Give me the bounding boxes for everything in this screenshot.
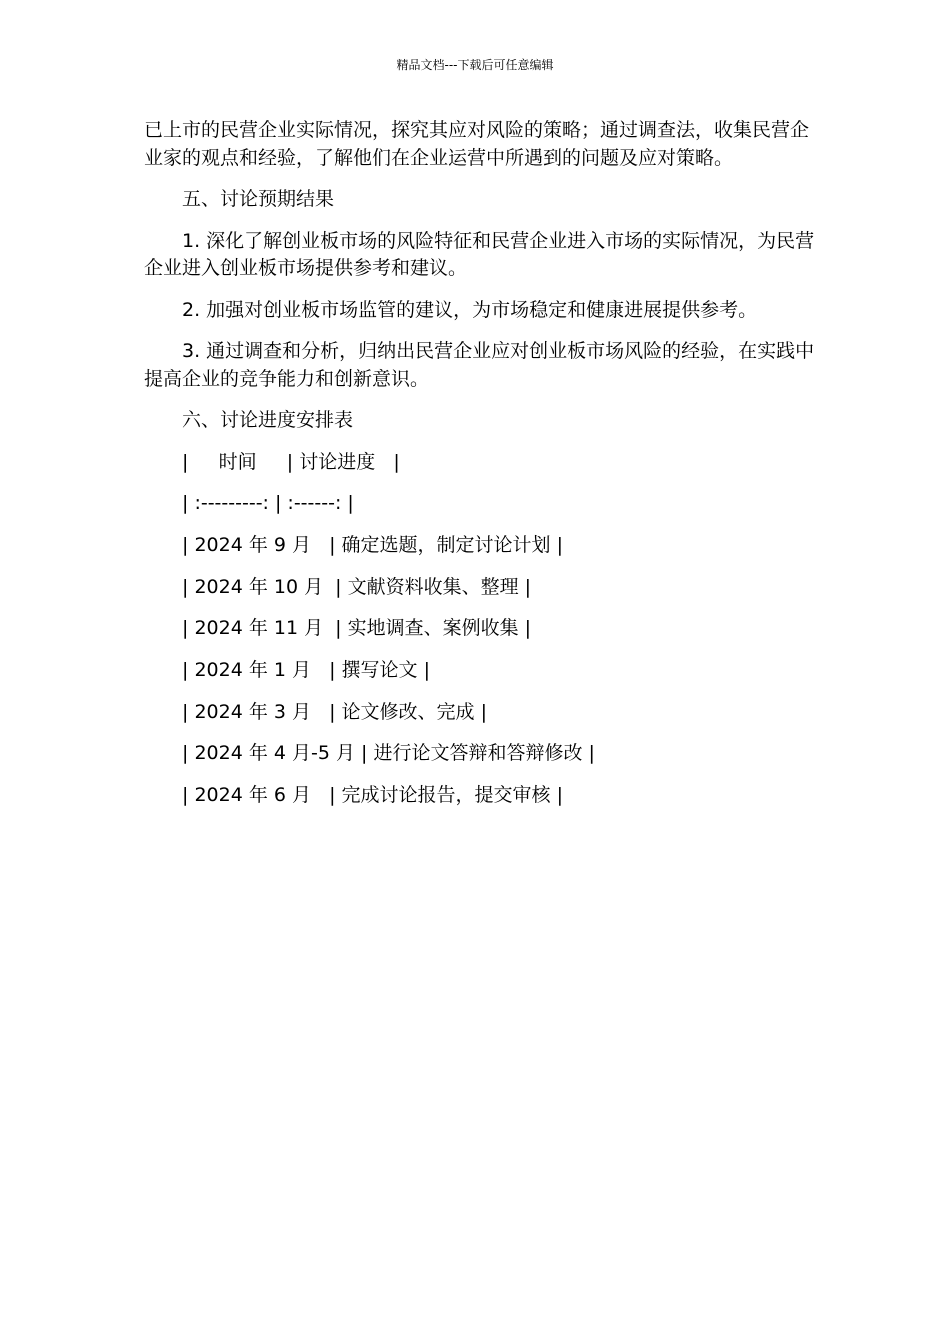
- table-row: | 2024 年 6 月 | 完成讨论报告，提交审核 |: [182, 784, 564, 806]
- document-body: [144, 117, 824, 824]
- table-row: | 2024 年 3 月 | 论文修改、完成 |: [182, 700, 488, 723]
- result-item-2: 2. 加强对创业板市场监管的建议，为市场稳定和健康进展提供参考。: [182, 298, 758, 321]
- table-row: | 2024 年 1 月 | 撰写论文 |: [182, 658, 431, 681]
- page-header: 精品文档---下载后可任意编辑: [396, 58, 554, 72]
- result-item-3: 3. 通过调查和分析，归纳出民营企业应对创业板市场风险的经验，在实践中提高企业的竞争能力和创新意识。: [144, 340, 815, 390]
- table-row: | 2024 年 9 月 | 确定选题，制定讨论计划 |: [182, 533, 564, 556]
- intro-paragraph: 已上市的民营企业实际情况，探究其应对风险的策略；通过调查法，收集民营企业家的观点和经验，了解他们在企业运营中所遇到的问题及应对策略。: [144, 119, 810, 169]
- table-separator-row: | :---------: | :------: |: [182, 492, 354, 515]
- result-item-1: 1. 深化了解创业板市场的风险特征和民营企业进入市场的实际情况，为民营企业进入创业板市场提供参考和建议。: [144, 229, 815, 279]
- section-6-heading: 六、讨论进度安排表: [182, 409, 354, 431]
- section-5-heading: 五、讨论预期结果: [182, 188, 335, 210]
- table-row: | 2024 年 10 月 | 文献资料收集、整理 |: [182, 575, 532, 598]
- table-header-row: | 时间 | 讨论进度 |: [182, 450, 400, 473]
- schedule-table: [144, 449, 824, 824]
- table-row: | 2024 年 11 月 | 实地调查、案例收集 |: [182, 617, 532, 640]
- table-row: | 2024 年 4 月-5 月 | 进行论文答辩和答辩修改 |: [182, 742, 595, 765]
